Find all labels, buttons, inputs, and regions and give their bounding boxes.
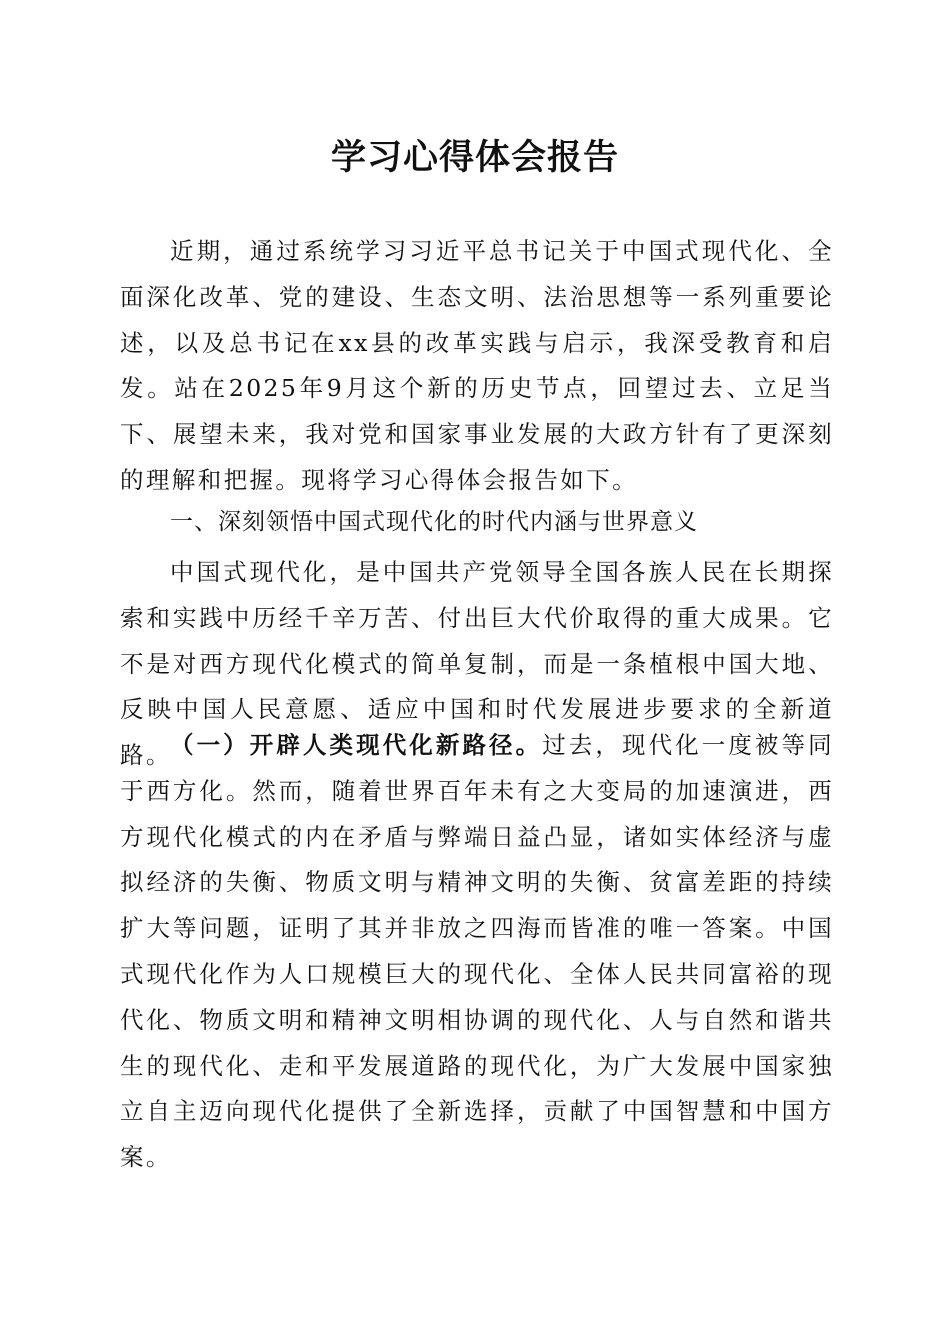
section-heading: 一、深刻领悟中国式现代化的时代内涵与世界意义 (170, 509, 698, 535)
subsection-lead: （一）开辟人类现代化新路径。 (170, 731, 543, 759)
subsection-text: 过去，现代化一度被等同于西方化。然而，随着世界百年未有之大变局的加速演进，西方现代化模式的内在矛盾与弊端日益凸显，诸如实体经济与虚拟经济的失衡、物质文明与精神文明的失衡、贫富差距的持续扩大等问题，证明了其并非放之四海而皆准的唯一答案。中国式现代化作为人口规模巨大的现代化、全体人民共同富裕的现代化、物质文明和精神文明相协调的现代化、人与自然和谐共生的现代化、走和平发展道路的现代化，为广大发展中国家独立自主迈向现代化提供了全新选择，贡献了中国智慧和中国方案。 (120, 731, 834, 1172)
document-title: 学习心得体会报告 (330, 137, 619, 178)
subsection-paragraph (120, 723, 834, 1181)
section-paragraph: 中国式现代化，是中国共产党领导全国各族人民在长期探索和实践中历经千辛万苦、付出巨大代价取得的重大成果。它不是对西方现代化模式的简单复制，而是一条植根中国大地、反映中国人民意愿、适应中国和时代发展进步要求的全新道路。 (120, 558, 834, 770)
intro-paragraph: 近期，通过系统学习习近平总书记关于中国式现代化、全面深化改革、党的建设、生态文明、法治思想等一系列重要论述，以及总书记在xx县的改革实践与启示，我深受教育和启发。站在2025年9月这个新的历史节点，回望过去、立足当下、展望未来，我对党和国家事业发展的大政方针有了更深刻的理解和把握。现将学习心得体会报告如下。 (120, 237, 834, 494)
